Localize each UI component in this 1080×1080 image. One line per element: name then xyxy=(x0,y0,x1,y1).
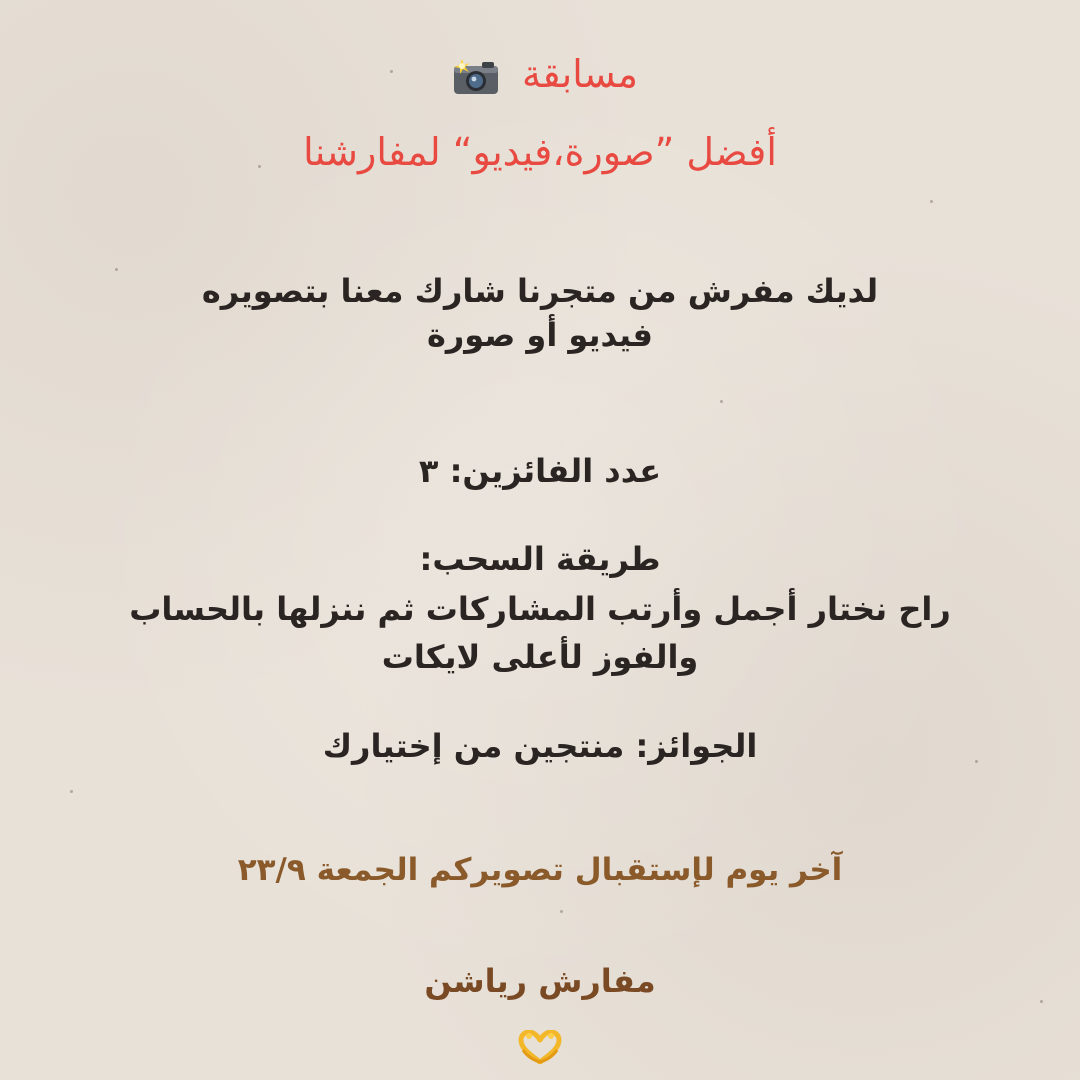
camera-with-flash-icon xyxy=(452,58,500,96)
deadline-text: آخر يوم لإستقبال تصويركم الجمعة ٢٣/٩ xyxy=(237,852,843,888)
draw-line-2: والفوز لأعلى لايكات xyxy=(381,638,699,676)
winners-count: عدد الفائزين: ٣ xyxy=(418,452,662,490)
intro-line-2: فيديو أو صورة xyxy=(426,316,653,354)
contest-subtitle: أفضل ”صورة،فيديو“ لمفارشنا xyxy=(303,130,777,174)
prizes-text: الجوائز: منتجين من إختيارك xyxy=(322,727,758,765)
paper-speck xyxy=(930,200,933,203)
paper-speck xyxy=(1040,1000,1043,1003)
draw-line-1: راح نختار أجمل وأرتب المشاركات ثم ننزلها بالحساب xyxy=(129,590,951,628)
intro-line-1: لديك مفرش من متجرنا شارك معنا بتصويره xyxy=(201,272,879,310)
heart-hands-icon xyxy=(517,1030,563,1064)
paper-speck xyxy=(720,400,723,403)
paper-speck xyxy=(115,268,118,271)
contest-title-text: مسابقة xyxy=(522,52,639,96)
paper-speck xyxy=(560,910,563,913)
draw-heading: طريقة السحب: xyxy=(419,540,661,578)
contest-title xyxy=(0,52,1080,96)
paper-speck xyxy=(70,790,73,793)
brand-name: مفارش رياشن xyxy=(424,962,656,1000)
